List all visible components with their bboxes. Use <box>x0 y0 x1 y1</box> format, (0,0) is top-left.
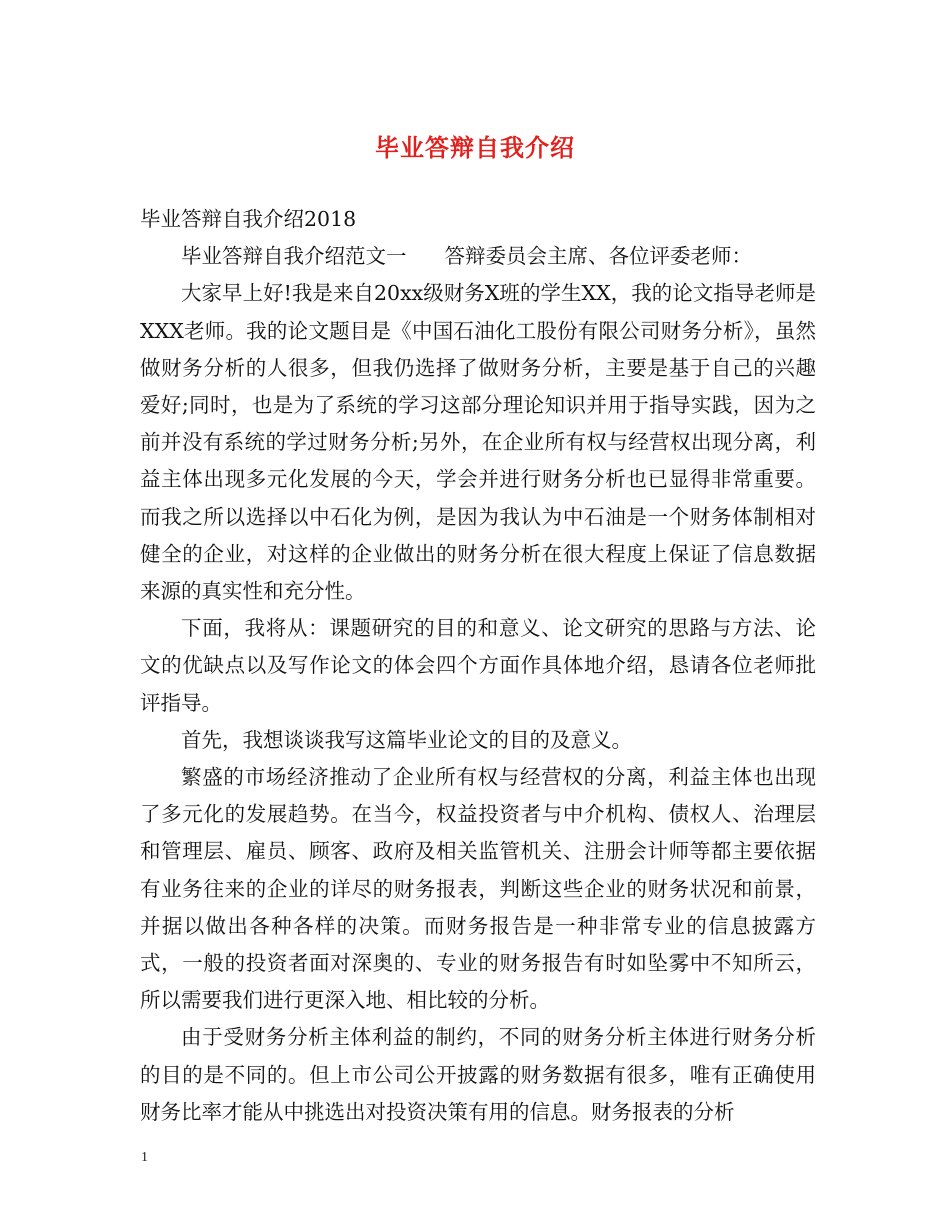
paragraph-analysis: 由于受财务分析主体利益的制约，不同的财务分析主体进行财务分析的目的是不同的。但上市公司公开披露的财务数据有很多，唯有正确使用财务比率才能从中挑选出对投资决策有用的信息。财务报表的分析 <box>140 1025 816 1124</box>
paragraph-heading: 毕业答辩自我介绍2018 <box>140 207 357 231</box>
document-body <box>140 201 816 1131</box>
page-number: 1 <box>141 1150 148 1165</box>
paragraph-purpose-intro: 首先，我想谈谈我写这篇毕业论文的目的及意义。 <box>181 727 632 752</box>
document-title: 毕业答辩自我介绍 <box>375 133 575 162</box>
sample-label: 毕业答辩自我介绍范文一 <box>181 244 407 269</box>
salutation: 答辩委员会主席、各位评委老师： <box>444 244 752 269</box>
paragraph-market: 繁盛的市场经济推动了企业所有权与经营权的分离，利益主体也出现了多元化的发展趋势。在当今，权益投资者与中介机构、债权人、治理层和管理层、雇员、顾客、政府及相关监管机关、注册会计师等都主要依据有业务往来的企业的详尽的财务报表，判断这些企业的财务状况和前景，并据以做出各种各样的决策。而财务报告是一种非常专业的信息披露方式，一般的投资者面对深奥的、专业的财务报告有时如坠雾中不知所云，所以需要我们进行更深入地、相比较的分析。 <box>140 765 816 1013</box>
paragraph-sample-intro <box>140 238 816 275</box>
paragraph-greeting: 大家早上好!我是来自20xx级财务X班的学生XX，我的论文指导老师是XXX老师。我的论文题目是《中国石油化工股份有限公司财务分析》，虽然做财务分析的人很多，但我仍选择了做财务分析，主要是基于自己的兴趣爱好;同时，也是为了系统的学习这部分理论知识并用于指导实践，因为之前并没有系统的学过财务分析;另外，在企业所有权与经营权出现分离，利益主体出现多元化发展的今天，学会并进行财务分析也已显得非常重要。而我之所以选择以中石化为例，是因为我认为中石油是一个财务体制相对健全的企业，对这样的企业做出的财务分析在很大程度上保证了信息数据来源的真实性和充分性。 <box>140 281 816 604</box>
paragraph-outline: 下面，我将从：课题研究的目的和意义、论文研究的思路与方法、论文的优缺点以及写作论文的体会四个方面作具体地介绍，恳请各位老师批评指导。 <box>140 616 816 715</box>
